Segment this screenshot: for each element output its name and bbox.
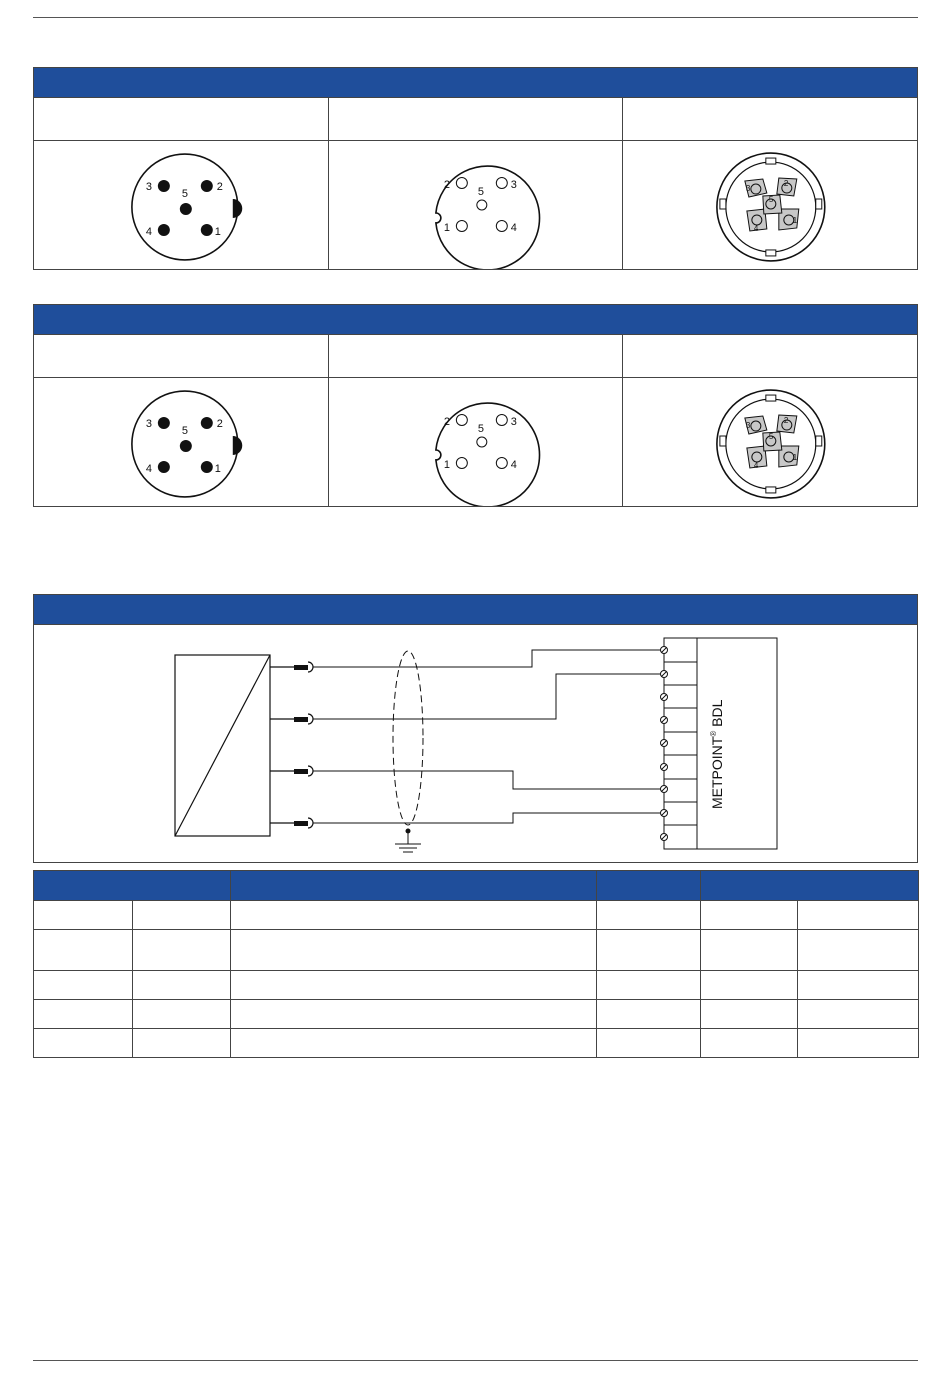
pin-label: 1: [443, 458, 450, 471]
terminal-block-drawing: [623, 141, 917, 269]
wiring-diagram-panel: [33, 594, 918, 863]
table-row: [34, 971, 919, 1000]
table-cell: [231, 901, 597, 930]
table-cell: [798, 930, 919, 971]
connector-drawing-row: [34, 141, 917, 269]
pin-label: 5: [769, 432, 774, 442]
panel-header: [34, 68, 917, 98]
pin-label: 2: [443, 416, 450, 429]
male-plug-cell: [34, 378, 329, 506]
female-socket-cell: [329, 378, 624, 506]
pin-label: 4: [145, 462, 152, 475]
pin-label: 4: [510, 458, 517, 471]
connector-drawing-row: [34, 378, 917, 506]
label-cell: [34, 98, 329, 140]
pin-label: 4: [145, 225, 152, 238]
terminal-screws: [661, 647, 668, 841]
ground-icon: [395, 844, 421, 852]
table-cell: [34, 971, 133, 1000]
pin-label: 5: [477, 423, 484, 436]
terminal-strip: [664, 638, 697, 849]
table-cell: [798, 1000, 919, 1029]
pin-label: 3: [145, 418, 152, 431]
pin-label: 3: [746, 184, 751, 194]
pin-label: 4: [754, 460, 759, 470]
label-cell: [623, 335, 917, 377]
label-cell: [34, 335, 329, 377]
pin-label: 1: [443, 221, 450, 234]
table-cell: [597, 901, 701, 930]
pin-label: 5: [181, 188, 188, 201]
table-cell: [231, 930, 597, 971]
table-cell: [133, 930, 231, 971]
pin-label: 1: [214, 225, 221, 238]
cable-shield: [393, 651, 423, 825]
terminal-block-cell: [623, 141, 917, 269]
pin-label: 3: [510, 179, 517, 192]
wiring-diagram-svg: [34, 625, 917, 862]
connector-panel-1: [33, 67, 918, 270]
panel-header: [34, 305, 917, 335]
female-socket-cell: [329, 141, 624, 269]
male-plug-cell: [34, 141, 329, 269]
terminal-block-cell: [623, 378, 917, 506]
label-cell: [623, 98, 917, 140]
table-cell: [133, 971, 231, 1000]
pin-label: 5: [477, 186, 484, 199]
terminal-block-drawing: [623, 378, 917, 506]
table-cell: [798, 1029, 919, 1058]
table-cell: [597, 971, 701, 1000]
table-cell: [597, 1029, 701, 1058]
table-cell: [133, 1000, 231, 1029]
pin-label: 3: [746, 421, 751, 431]
table-cell: [701, 901, 798, 930]
table-cell: [701, 1029, 798, 1058]
table-row: [34, 1029, 919, 1058]
connector-label-row: [34, 98, 917, 141]
table-cell: [133, 901, 231, 930]
pin-label: 1: [793, 452, 798, 462]
table-cell: [597, 1000, 701, 1029]
table-row: [34, 930, 919, 971]
table-cell: [231, 1029, 597, 1058]
table-cell: [133, 1029, 231, 1058]
top-rule: [33, 17, 918, 18]
cable-wires: [313, 650, 664, 823]
panel-header: [34, 595, 917, 625]
bottom-rule: [33, 1360, 918, 1361]
pin-label: 5: [181, 425, 188, 438]
table-header-cell: [34, 871, 231, 901]
table-header-cell: [597, 871, 701, 901]
label-cell: [329, 98, 624, 140]
female-socket-drawing: [329, 141, 623, 269]
table-cell: [231, 1000, 597, 1029]
table-cell: [798, 901, 919, 930]
pin-label: 2: [784, 179, 789, 189]
wiring-diagram: [34, 625, 917, 862]
table-header-row: [34, 871, 919, 901]
pin-label: 4: [510, 221, 517, 234]
table-cell: [597, 930, 701, 971]
connector-panel-2: [33, 304, 918, 507]
pin-label: 2: [784, 416, 789, 426]
device-label: METPOINT® BDL: [709, 699, 725, 809]
pin-label: 3: [510, 416, 517, 429]
pin-label: 1: [214, 462, 221, 475]
table-header-cell: [701, 871, 919, 901]
table-cell: [34, 930, 133, 971]
pin-label: 2: [216, 418, 223, 431]
female-socket-drawing: [329, 378, 623, 506]
table-row: [34, 1000, 919, 1029]
male-plug-drawing: [34, 378, 328, 506]
pin-label: 1: [793, 215, 798, 225]
table-cell: [34, 1000, 133, 1029]
label-cell: [329, 335, 624, 377]
table-row: [34, 901, 919, 930]
table-cell: [34, 901, 133, 930]
table-cell: [701, 1000, 798, 1029]
table-cell: [701, 930, 798, 971]
pin-label: 5: [769, 195, 774, 205]
pin-assignment-table: [33, 870, 919, 1058]
table-cell: [231, 971, 597, 1000]
pin-label: 4: [754, 223, 759, 233]
table-header-cell: [231, 871, 597, 901]
pin-label: 2: [216, 181, 223, 194]
male-plug-drawing: [34, 141, 328, 269]
connector-label-row: [34, 335, 917, 378]
pin-label: 3: [145, 181, 152, 194]
table-cell: [701, 971, 798, 1000]
table-cell: [34, 1029, 133, 1058]
table-cell: [798, 971, 919, 1000]
pin-label: 2: [443, 179, 450, 192]
